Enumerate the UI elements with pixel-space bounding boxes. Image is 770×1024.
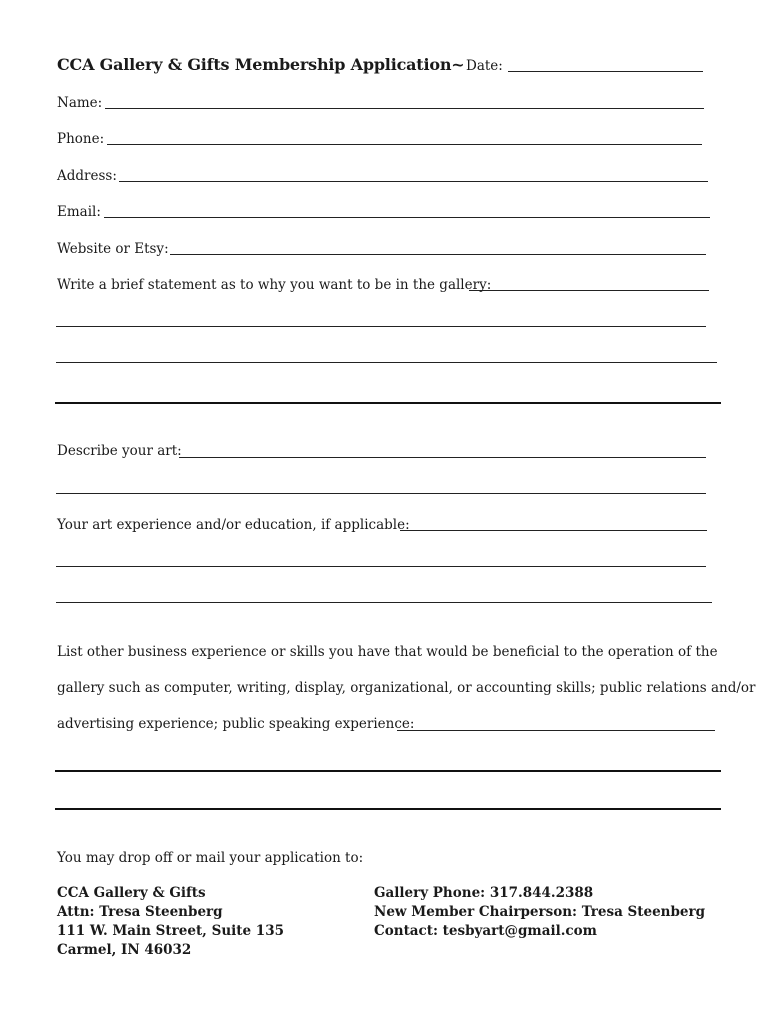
address-field[interactable]: [119, 181, 708, 182]
describe-art-label: Describe your art:: [57, 443, 182, 459]
name-field[interactable]: [105, 108, 704, 109]
experience-field-line-3[interactable]: [56, 602, 712, 603]
business-field-line-3[interactable]: [55, 808, 721, 810]
website-field[interactable]: [170, 254, 706, 255]
business-field-line-2[interactable]: [55, 770, 721, 772]
chairperson: New Member Chairperson: Tresa Steenberg: [374, 904, 706, 920]
business-question-line-2: gallery such as computer, writing, display, organizational, or accounting skills; public relations and/or: [57, 680, 756, 696]
phone-label: Phone:: [57, 131, 105, 147]
address-line-4: Carmel, IN 46032: [57, 942, 192, 958]
experience-label: Your art experience and/or education, if applicable:: [57, 517, 410, 533]
date-field[interactable]: [508, 71, 703, 72]
address-line-1: CCA Gallery & Gifts: [57, 885, 206, 901]
address-line-3: 111 W. Main Street, Suite 135: [57, 923, 284, 939]
gallery-phone: Gallery Phone: 317.844.2388: [374, 885, 594, 901]
drop-off-instructions: You may drop off or mail your application to:: [57, 850, 364, 866]
business-field-line-1[interactable]: [397, 730, 715, 731]
email-field[interactable]: [104, 217, 710, 218]
describe-art-field-line-1[interactable]: [179, 457, 706, 458]
statement-field-line-1[interactable]: [469, 290, 709, 291]
page-title: CCA Gallery & Gifts Membership Application~: [57, 55, 465, 74]
statement-field-line-3[interactable]: [56, 362, 717, 363]
statement-field-line-2[interactable]: [56, 326, 706, 327]
name-label: Name:: [57, 95, 103, 111]
experience-field-line-1[interactable]: [400, 530, 707, 531]
experience-field-line-2[interactable]: [56, 566, 706, 567]
contact-email: Contact: tesbyart@gmail.com: [374, 923, 597, 939]
section-divider: [55, 402, 721, 404]
statement-label: Write a brief statement as to why you want to be in the gallery:: [57, 277, 492, 293]
contact-info: [374, 884, 705, 941]
mailing-address: [57, 884, 284, 960]
website-label: Website or Etsy:: [57, 241, 169, 257]
business-question-line-1: List other business experience or skills you have that would be beneficial to the operation of the: [57, 644, 718, 660]
email-label: Email:: [57, 204, 101, 220]
describe-art-field-line-2[interactable]: [56, 493, 706, 494]
phone-field[interactable]: [107, 144, 702, 145]
business-question-line-3: advertising experience; public speaking experience:: [57, 716, 415, 732]
address-label: Address:: [57, 168, 117, 184]
date-label: Date:: [466, 58, 503, 74]
address-line-2: Attn: Tresa Steenberg: [57, 904, 223, 920]
